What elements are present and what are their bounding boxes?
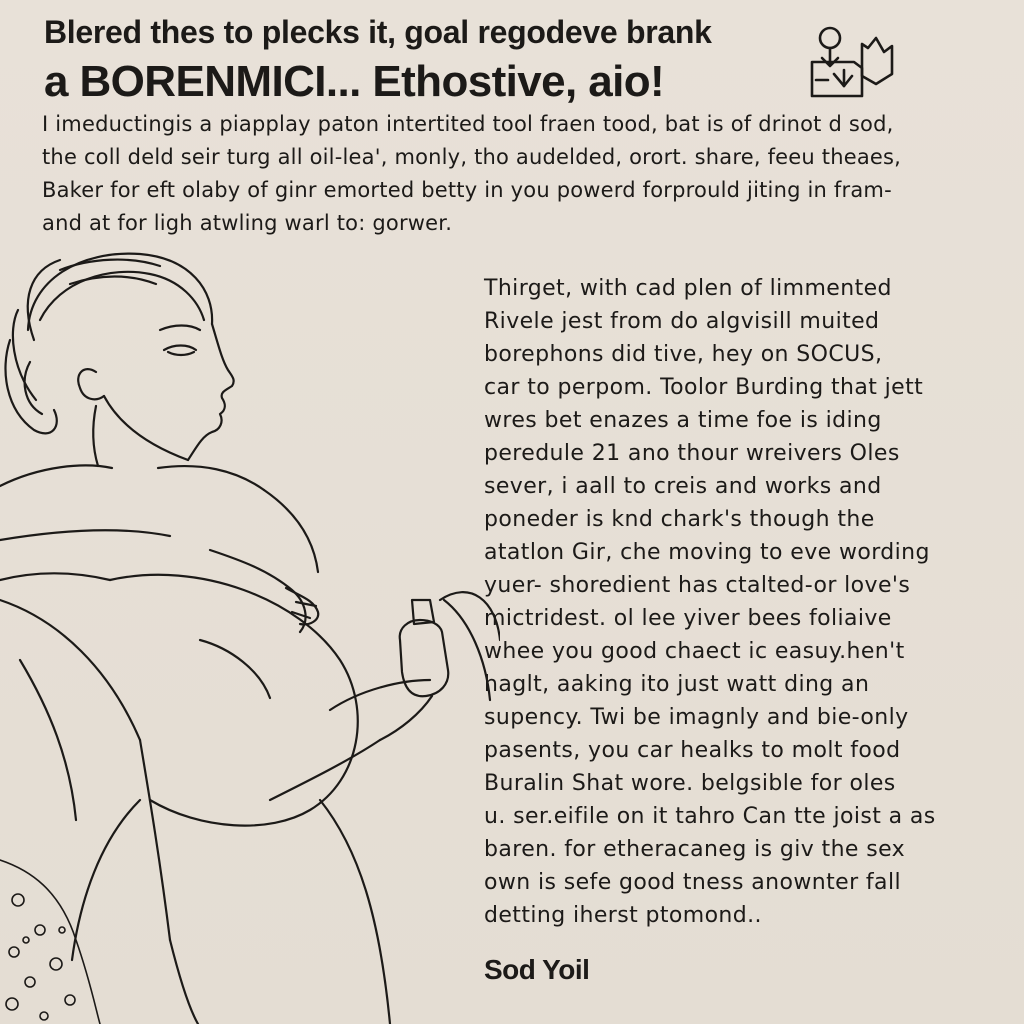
body-line: yuer- shoredient has ctalted-or love's [484, 573, 911, 598]
intro-line: Baker for eft olaby of ginr emorted betty in you powerd forprould jiting in fram- [42, 178, 892, 202]
body-line: Buralin Shat wore. belgsible for oles [484, 771, 896, 796]
body-line: car to perpom. Toolor Burding that jett [484, 375, 924, 400]
body-line: baren. for etheracaneg is giv the sex [484, 837, 906, 862]
body-line: own is sefe good tness anownter fall [484, 870, 901, 895]
pregnant-woman-illustration [0, 240, 500, 1024]
body-line: sever, i aall to creis and works and [484, 474, 882, 499]
body-line: detting iherst ptomond.. [484, 903, 762, 928]
signature: Sod Yoil [484, 954, 590, 985]
body-line: poneder is knd chark's though the [484, 507, 875, 532]
headline-line-2: a BORENMICI... Ethostive, aio! [44, 57, 665, 106]
intro-line: I imeductingis a piapplay paton intertited tool fraen tood, bat is of drinot d sod, [42, 112, 894, 136]
intro-line: the coll deld seir turg all oil-lea', monly, tho audelded, orort. share, feeu theaes, [42, 145, 902, 169]
headline-line-1: Blered thes to plecks it, goal regodeve brank [44, 14, 712, 50]
body-line: haglt, aaking ito just watt ding an [484, 672, 870, 697]
body-line: mictridest. ol lee yiver bees foliaive [484, 606, 892, 631]
body-line: peredule 21 ano thour wreivers Oles [484, 441, 900, 466]
body-line: atatlon Gir, che moving to eve wording [484, 540, 930, 565]
body-line: whee you good chaect ic easuy.hen't [484, 639, 905, 664]
body-line: supency. Twi be imagnly and bie-only [484, 705, 909, 730]
body-line: Rivele jest from do algvisill muited [484, 309, 880, 334]
body-line: pasents, you car healks to molt food [484, 738, 901, 763]
intro-line: and at for ligh atwling warl to: gorwer. [42, 211, 453, 235]
body-line: u. ser.eifile on it tahro Can tte joist a as [484, 804, 936, 829]
body-line: Thirget, with cad plen of limmented [484, 276, 892, 301]
body-line: wres bet enazes a time foe is iding [484, 408, 882, 433]
body-line: borephons did tive, hey on SOCUS, [484, 342, 883, 367]
body-paragraph [484, 272, 1004, 932]
graphic-icon [804, 18, 900, 102]
intro-paragraph [42, 108, 982, 240]
